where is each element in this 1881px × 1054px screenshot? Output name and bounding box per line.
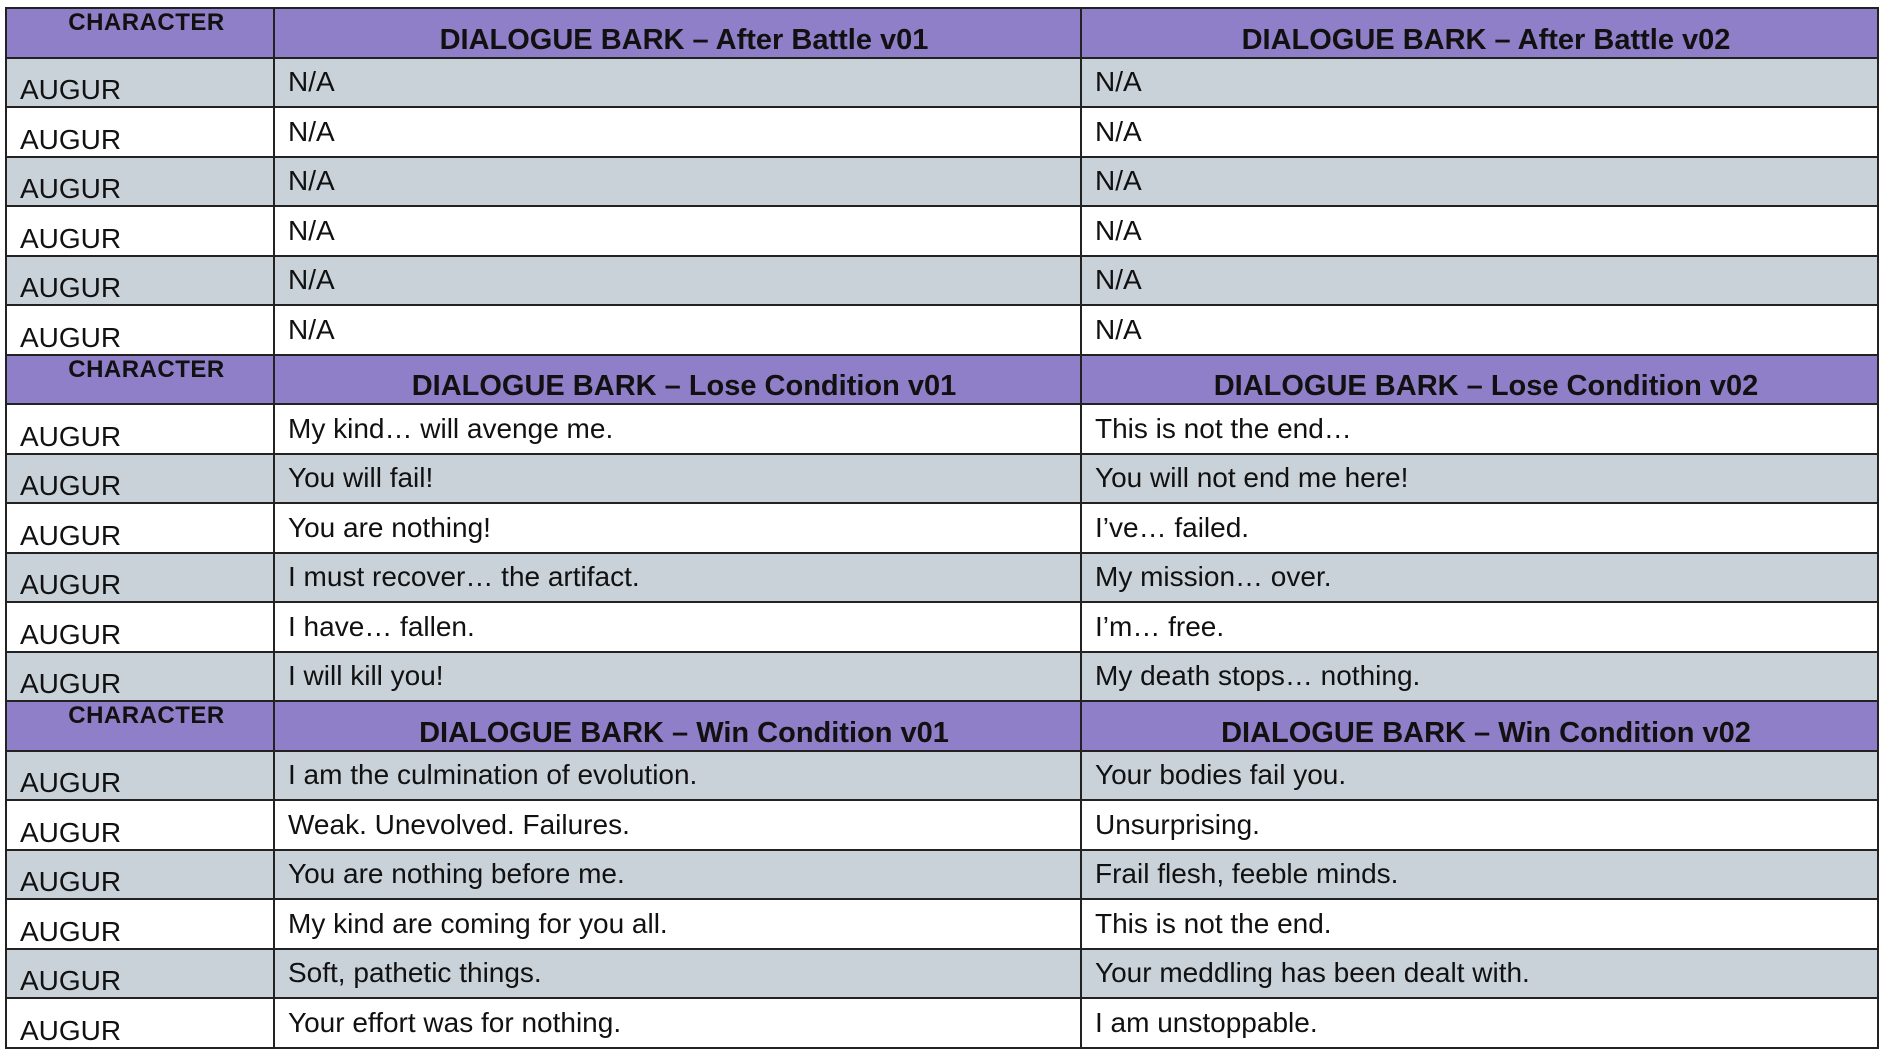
table-row xyxy=(6,602,1878,652)
column-header-v02: DIALOGUE BARK – Lose Condition v02 xyxy=(1081,355,1878,405)
character-cell: AUGUR xyxy=(6,751,274,801)
section-header-win-condition xyxy=(6,701,1878,751)
table-row xyxy=(6,998,1878,1048)
column-header-character: CHARACTER xyxy=(6,701,274,751)
dialogue-bark-table xyxy=(5,7,1879,1049)
bark-v01-cell: I have… fallen. xyxy=(274,602,1081,652)
table-row xyxy=(6,256,1878,306)
bark-v01-cell: I will kill you! xyxy=(274,652,1081,702)
column-header-v01: DIALOGUE BARK – Win Condition v01 xyxy=(274,701,1081,751)
table-row xyxy=(6,751,1878,801)
character-cell: AUGUR xyxy=(6,602,274,652)
column-header-v01: DIALOGUE BARK – Lose Condition v01 xyxy=(274,355,1081,405)
character-cell: AUGUR xyxy=(6,305,274,355)
bark-v01-cell: N/A xyxy=(274,206,1081,256)
character-cell: AUGUR xyxy=(6,800,274,850)
table-row xyxy=(6,58,1878,108)
table-row xyxy=(6,157,1878,207)
bark-v02-cell: I’m… free. xyxy=(1081,602,1878,652)
bark-v01-cell: Your effort was for nothing. xyxy=(274,998,1081,1048)
table-row xyxy=(6,454,1878,504)
bark-v01-cell: My kind are coming for you all. xyxy=(274,899,1081,949)
bark-v02-cell: Your bodies fail you. xyxy=(1081,751,1878,801)
bark-v02-cell: N/A xyxy=(1081,305,1878,355)
character-cell: AUGUR xyxy=(6,206,274,256)
bark-v01-cell: N/A xyxy=(274,157,1081,207)
section-header-lose-condition xyxy=(6,355,1878,405)
bark-v02-cell: Frail flesh, feeble minds. xyxy=(1081,850,1878,900)
character-cell: AUGUR xyxy=(6,454,274,504)
table-row xyxy=(6,404,1878,454)
bark-v02-cell: Your meddling has been dealt with. xyxy=(1081,949,1878,999)
table-row xyxy=(6,206,1878,256)
table-row xyxy=(6,899,1878,949)
bark-v02-cell: N/A xyxy=(1081,256,1878,306)
bark-v02-cell: I’ve… failed. xyxy=(1081,503,1878,553)
bark-v01-cell: N/A xyxy=(274,107,1081,157)
character-cell: AUGUR xyxy=(6,503,274,553)
character-cell: AUGUR xyxy=(6,850,274,900)
bark-v02-cell: Unsurprising. xyxy=(1081,800,1878,850)
bark-v02-cell: I am unstoppable. xyxy=(1081,998,1878,1048)
column-header-character: CHARACTER xyxy=(6,8,274,58)
character-cell: AUGUR xyxy=(6,998,274,1048)
bark-v02-cell: My mission… over. xyxy=(1081,553,1878,603)
bark-v02-cell: This is not the end. xyxy=(1081,899,1878,949)
table-row xyxy=(6,107,1878,157)
bark-v02-cell: This is not the end… xyxy=(1081,404,1878,454)
bark-v01-cell: Weak. Unevolved. Failures. xyxy=(274,800,1081,850)
character-cell: AUGUR xyxy=(6,404,274,454)
table-row xyxy=(6,553,1878,603)
character-cell: AUGUR xyxy=(6,652,274,702)
section-header-after-battle xyxy=(6,8,1878,58)
bark-v02-cell: N/A xyxy=(1081,206,1878,256)
character-cell: AUGUR xyxy=(6,107,274,157)
column-header-character: CHARACTER xyxy=(6,355,274,405)
character-cell: AUGUR xyxy=(6,949,274,999)
bark-v02-cell: You will not end me here! xyxy=(1081,454,1878,504)
bark-v01-cell: N/A xyxy=(274,256,1081,306)
bark-v01-cell: You will fail! xyxy=(274,454,1081,504)
bark-v01-cell: Soft, pathetic things. xyxy=(274,949,1081,999)
character-cell: AUGUR xyxy=(6,256,274,306)
table-row xyxy=(6,652,1878,702)
column-header-v02: DIALOGUE BARK – Win Condition v02 xyxy=(1081,701,1878,751)
character-cell: AUGUR xyxy=(6,157,274,207)
character-cell: AUGUR xyxy=(6,58,274,108)
bark-v01-cell: I must recover… the artifact. xyxy=(274,553,1081,603)
bark-v01-cell: You are nothing before me. xyxy=(274,850,1081,900)
column-header-v02: DIALOGUE BARK – After Battle v02 xyxy=(1081,8,1878,58)
bark-v01-cell: I am the culmination of evolution. xyxy=(274,751,1081,801)
table-row xyxy=(6,800,1878,850)
bark-v01-cell: You are nothing! xyxy=(274,503,1081,553)
character-cell: AUGUR xyxy=(6,899,274,949)
character-cell: AUGUR xyxy=(6,553,274,603)
table-row xyxy=(6,503,1878,553)
table-row xyxy=(6,949,1878,999)
bark-v01-cell: My kind… will avenge me. xyxy=(274,404,1081,454)
column-header-v01: DIALOGUE BARK – After Battle v01 xyxy=(274,8,1081,58)
table-row xyxy=(6,850,1878,900)
bark-v01-cell: N/A xyxy=(274,305,1081,355)
bark-v02-cell: N/A xyxy=(1081,58,1878,108)
bark-v02-cell: N/A xyxy=(1081,107,1878,157)
table-row xyxy=(6,305,1878,355)
bark-v01-cell: N/A xyxy=(274,58,1081,108)
bark-v02-cell: N/A xyxy=(1081,157,1878,207)
bark-v02-cell: My death stops… nothing. xyxy=(1081,652,1878,702)
